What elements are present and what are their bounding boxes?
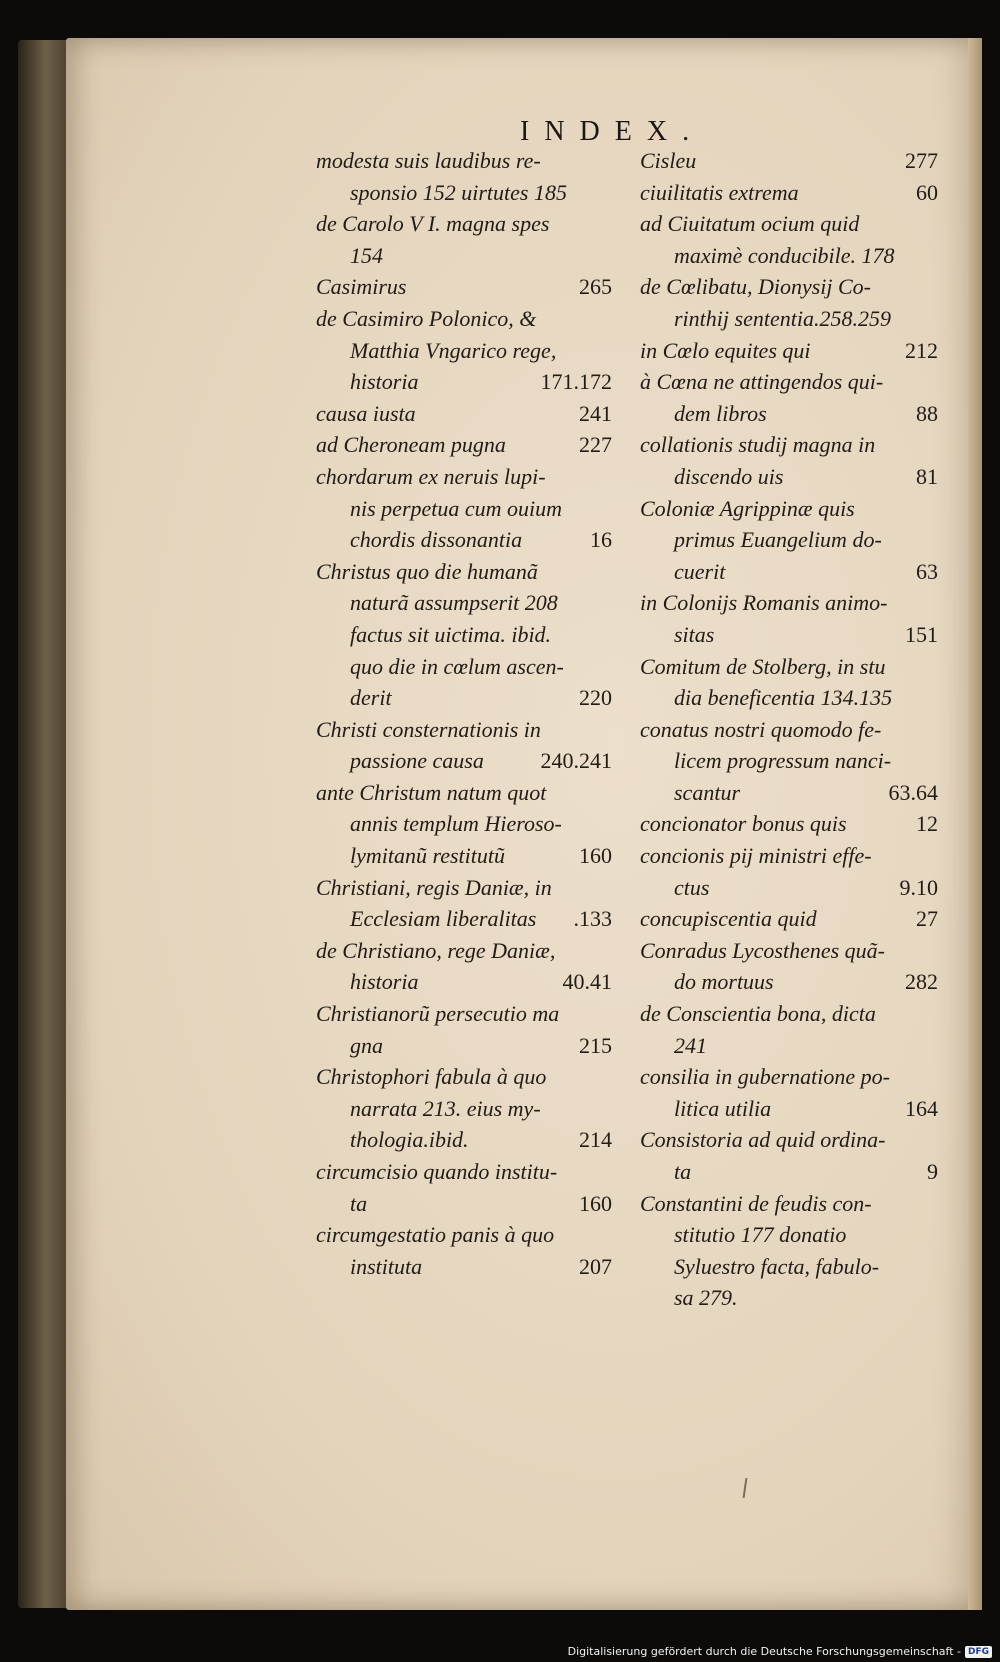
index-entry-line — [640, 1188, 938, 1220]
page-edge — [968, 38, 982, 1610]
index-entry-text: dem libros — [674, 400, 767, 426]
index-page-number: 265 — [579, 274, 612, 300]
index-entry-line — [640, 1282, 938, 1314]
index-page-number: 207 — [579, 1253, 612, 1279]
index-entry-line — [640, 556, 938, 588]
index-entry-text: à Cœna ne attingendos qui- — [640, 369, 884, 395]
index-entry-text: conatus nostri quomodo fe- — [640, 716, 882, 742]
index-entry-text: historia — [350, 369, 419, 395]
index-page-number: 60 — [916, 179, 938, 205]
index-entry-text: Christiani, regis Daniæ, in — [316, 874, 552, 900]
index-entry-text: chordis dissonantia — [350, 527, 523, 553]
index-entry-text: ciuilitatis extrema — [640, 179, 799, 205]
index-entry-text: gna — [350, 1032, 383, 1058]
index-entry-text: Comitum de Stolberg, in stu — [640, 653, 886, 679]
index-entry-line — [316, 1124, 612, 1156]
index-entry-line — [640, 1093, 938, 1125]
index-entry-line — [316, 998, 612, 1030]
index-entry-line — [640, 461, 938, 493]
index-entry-text: de Casimiro Polonico, & — [316, 305, 537, 331]
index-page-number: 12 — [916, 811, 938, 837]
index-entry-text: Conradus Lycosthenes quã- — [640, 937, 885, 963]
index-entry-text: Christianorũ persecutio ma — [316, 1001, 560, 1027]
index-entry-text: de Christiano, rege Daniæ, — [316, 937, 556, 963]
index-entry-line — [640, 587, 938, 619]
index-entry-text: stitutio 177 donatio — [674, 1222, 847, 1248]
index-page-number: 63.64 — [888, 779, 938, 805]
index-page-number: 88 — [916, 400, 938, 426]
index-entry-text: concupiscentia quid — [640, 906, 817, 932]
index-entry-line — [316, 1093, 612, 1125]
index-entry-line — [640, 935, 938, 967]
index-page-number: 16 — [590, 527, 612, 553]
index-entry-text: sponsio 152 uirtutes 185 — [350, 179, 567, 205]
index-entry-text: thologia.ibid. — [350, 1127, 469, 1153]
index-page-number: 212 — [905, 337, 938, 363]
index-entry-line — [640, 1156, 938, 1188]
index-entry-text: Christophori fabula à quo — [316, 1064, 547, 1090]
index-entry-text: ad Ciuitatum ocium quid — [640, 211, 860, 237]
index-entry-text: concionis pij ministri effe- — [640, 843, 872, 869]
index-entry-text: derit — [350, 685, 392, 711]
index-page-number: 63 — [916, 558, 938, 584]
index-page-number: 81 — [916, 463, 938, 489]
index-entry-line — [640, 493, 938, 525]
index-entry-line — [316, 714, 612, 746]
index-entry-line — [640, 240, 938, 272]
index-entry-text: primus Euangelium do- — [674, 527, 882, 553]
index-entry-line — [640, 524, 938, 556]
index-entry-text: litica utilia — [674, 1095, 772, 1121]
index-entry-text: circumcisio quando institu- — [316, 1159, 558, 1184]
index-entry-text: 241 — [674, 1032, 707, 1058]
index-entry-text: annis templum Hieroso- — [350, 811, 562, 837]
index-entry-text: historia — [350, 969, 419, 995]
index-entry-line — [640, 682, 938, 714]
index-page-number: 215 — [579, 1032, 612, 1058]
index-entry-line — [316, 429, 612, 461]
index-page-number: 277 — [905, 148, 938, 173]
index-entry-line — [640, 619, 938, 651]
index-entry-line — [316, 208, 612, 240]
index-entry-line — [316, 682, 612, 714]
index-entry-text: sa 279. — [674, 1285, 738, 1311]
index-page-number: 171.172 — [540, 369, 612, 395]
index-entry-line — [640, 966, 938, 998]
index-entry-text: de Cœlibatu, Dionysij Co- — [640, 274, 871, 300]
index-entry-text: ta — [674, 1159, 692, 1184]
index-entry-text: do mortuus — [674, 969, 774, 995]
index-entry-line — [316, 935, 612, 967]
index-entry-text: Christus quo die humanã — [316, 558, 538, 584]
index-entry-line — [640, 429, 938, 461]
index-entry-line — [316, 777, 612, 809]
index-entry-line — [316, 1156, 612, 1188]
index-page-number: 160 — [579, 1190, 612, 1216]
index-entry-text: Casimirus — [316, 274, 407, 300]
index-page-number: 40.41 — [562, 969, 612, 995]
index-entry-line — [316, 872, 612, 904]
index-entry-line — [640, 398, 938, 430]
index-entry-line — [640, 998, 938, 1030]
index-entry-line — [640, 745, 938, 777]
index-entry-line — [640, 651, 938, 683]
index-page-number: 151 — [905, 621, 938, 647]
index-entry-line — [316, 177, 612, 209]
index-entry-text: licem progressum nanci- — [674, 748, 892, 774]
index-column-left — [316, 145, 612, 1282]
index-page-number: 220 — [579, 685, 612, 711]
index-page-number: 9 — [927, 1159, 938, 1184]
index-entry-text: in Colonijs Romanis animo- — [640, 590, 888, 616]
index-column-right — [640, 145, 938, 1314]
index-entry-line — [640, 1219, 938, 1251]
index-entry-line — [316, 619, 612, 651]
index-entry-line — [316, 145, 612, 177]
index-entry-line — [640, 1030, 938, 1062]
index-entry-line — [640, 872, 938, 904]
index-entry-line — [640, 145, 938, 177]
index-entry-text: Matthia Vngarico rege, — [350, 337, 557, 363]
index-entry-text: in Cœlo equites qui — [640, 337, 811, 363]
index-entry-text: passione causa — [350, 748, 484, 774]
index-entry-text: narrata 213. eius my- — [350, 1095, 541, 1121]
index-page-number: 27 — [916, 906, 938, 932]
index-entry-text: causa iusta — [316, 400, 416, 426]
index-entry-text: Coloniæ Agrippinæ quis — [640, 495, 855, 521]
index-entry-text: nis perpetua cum ouium — [350, 495, 563, 521]
index-page-number: 160 — [579, 843, 612, 869]
index-entry-line — [316, 303, 612, 335]
index-entry-text: de Carolo V I. magna spes — [316, 211, 550, 237]
index-entry-line — [640, 366, 938, 398]
index-entry-line — [316, 903, 612, 935]
index-entry-text: scantur — [674, 779, 740, 805]
index-entry-line — [640, 1251, 938, 1283]
index-page-number: 227 — [579, 432, 612, 458]
index-entry-line — [640, 1124, 938, 1156]
index-page-number: 9.10 — [899, 874, 938, 900]
index-page-number: 164 — [905, 1095, 938, 1121]
index-entry-line — [640, 777, 938, 809]
index-entry-line — [316, 745, 612, 777]
page-header: INDEX. — [520, 116, 705, 147]
index-entry-line — [640, 840, 938, 872]
index-entry-line — [640, 903, 938, 935]
index-entry-line — [316, 461, 612, 493]
index-entry-line — [640, 335, 938, 367]
index-entry-text: modesta suis laudibus re- — [316, 148, 541, 173]
index-entry-text: Cisleu — [640, 148, 697, 173]
index-entry-text: ctus — [674, 874, 710, 900]
index-entry-line — [640, 1061, 938, 1093]
index-entry-line — [316, 651, 612, 683]
index-entry-text: sitas — [674, 621, 715, 647]
index-entry-line — [316, 556, 612, 588]
index-entry-line — [640, 208, 938, 240]
index-entry-line — [316, 1188, 612, 1220]
index-entry-text: ante Christum natum quot — [316, 779, 547, 805]
index-entry-text: Constantini de feudis con- — [640, 1190, 872, 1216]
index-page-number: 240.241 — [540, 748, 612, 774]
index-entry-text: Consistoria ad quid ordina- — [640, 1127, 886, 1153]
index-entry-text: ad Cheroneam pugna — [316, 432, 506, 458]
index-entry-text: chordarum ex neruis lupi- — [316, 463, 546, 489]
index-entry-line — [316, 366, 612, 398]
digitization-credit — [568, 1645, 992, 1658]
index-entry-line — [316, 524, 612, 556]
index-entry-line — [316, 1061, 612, 1093]
index-entry-line — [316, 966, 612, 998]
credit-text: Digitalisierung gefördert durch die Deutsche Forschungsgemeinschaft - — [567, 1645, 961, 1658]
index-entry-text: Syluestro facta, fabulo- — [674, 1253, 880, 1279]
index-entry-line — [316, 271, 612, 303]
index-entry-text: instituta — [350, 1253, 423, 1279]
index-entry-text: 154 — [350, 242, 383, 268]
index-entry-text: consilia in gubernatione po- — [640, 1064, 890, 1090]
index-entry-text: dia beneficentia 134.135 — [674, 685, 893, 711]
index-entry-line — [316, 240, 612, 272]
index-entry-line — [640, 271, 938, 303]
index-entry-text: factus sit uictima. ibid. — [350, 621, 552, 647]
index-page-number: .133 — [573, 906, 612, 932]
index-page-number: 282 — [905, 969, 938, 995]
index-entry-line — [640, 808, 938, 840]
index-page-number: 241 — [579, 400, 612, 426]
index-entry-text: de Conscientia bona, dicta — [640, 1001, 876, 1027]
index-entry-text: naturã assumpserit 208 — [350, 590, 558, 616]
index-entry-line — [316, 398, 612, 430]
index-entry-line — [316, 1030, 612, 1062]
index-entry-text: discendo uis — [674, 463, 784, 489]
index-entry-line — [316, 335, 612, 367]
index-page-number: 214 — [579, 1127, 612, 1153]
index-entry-line — [316, 1251, 612, 1283]
index-entry-line — [316, 840, 612, 872]
index-entry-text: lymitanũ restitutũ — [350, 843, 506, 869]
index-entry-line — [640, 714, 938, 746]
index-entry-text: maximè conducibile. 178 — [674, 242, 895, 268]
index-entry-text: Christi consternationis in — [316, 716, 541, 742]
index-entry-line — [640, 303, 938, 335]
index-entry-text: rinthij sententia.258.259 — [674, 305, 891, 331]
index-entry-text: ta — [350, 1190, 368, 1216]
index-entry-text: collationis studij magna in — [640, 432, 876, 458]
index-entry-text: Ecclesiam liberalitas — [350, 906, 537, 932]
index-entry-text: cuerit — [674, 558, 726, 584]
index-entry-line — [640, 177, 938, 209]
index-entry-line — [316, 808, 612, 840]
index-entry-text: circumgestatio panis à quo — [316, 1222, 555, 1248]
index-entry-line — [316, 493, 612, 525]
index-entry-text: concionator bonus quis — [640, 811, 847, 837]
index-entry-line — [316, 587, 612, 619]
dfg-logo: DFG — [965, 1646, 992, 1658]
index-entry-text: quo die in cœlum ascen- — [350, 653, 564, 679]
index-entry-line — [316, 1219, 612, 1251]
